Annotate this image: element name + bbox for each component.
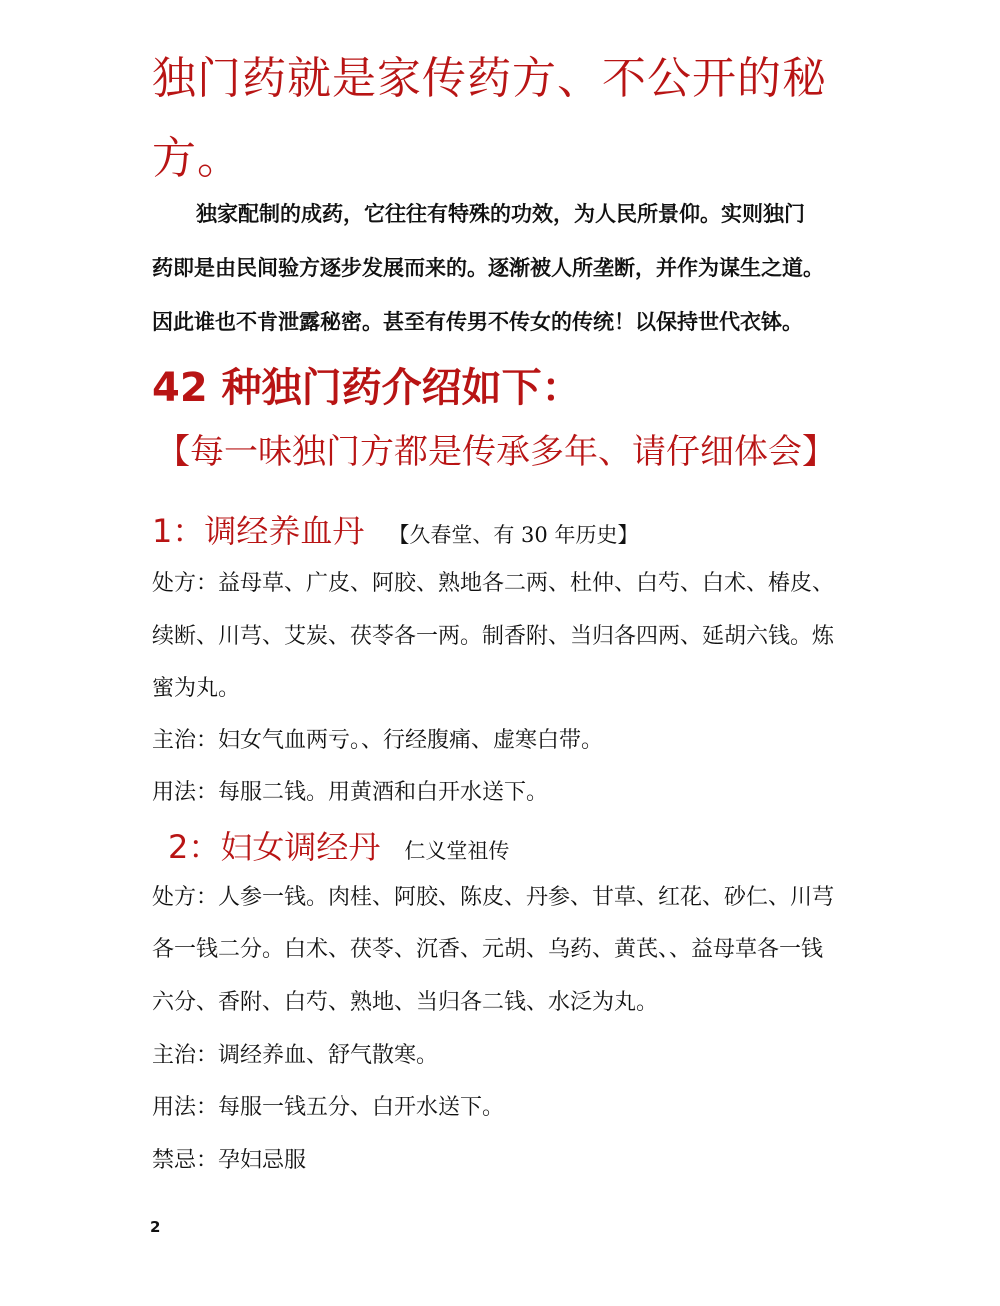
intro-line-1: 独家配制的成药，它往往有特殊的功效，为人民所景仰。实则独门: [196, 202, 805, 226]
remedy-2-line: 主治：调经养血、舒气散寒。: [152, 1043, 439, 1068]
section-subheading: 【每一味独门方都是传承多年、请仔细体会】: [156, 432, 836, 472]
remedy-1-line: 处方：益母草、广皮、阿胶、熟地各二两、杜仲、白芍、白术、椿皮、: [152, 571, 835, 596]
remedy-1-header: [152, 506, 638, 552]
remedy-2-line: 处方：人参一钱。肉桂、阿胶、陈皮、丹参、甘草、红花、砂仁、川芎: [152, 885, 835, 910]
remedy-2-line: 禁忌：孕妇忌服: [152, 1148, 307, 1173]
remedy-1-line: 用法：每服二钱。用黄酒和白开水送下。: [152, 780, 549, 805]
remedy-1-line: 主治：妇女气血两亏。、行经腹痛、虚寒白带。: [152, 728, 604, 753]
section-heading: 42 种独门药介绍如下：: [152, 365, 582, 411]
remedy-2-header: [168, 822, 509, 868]
intro-line-2: 药即是由民间验方逐步发展而来的。逐渐被人所垄断，并作为谋生之道。: [152, 256, 824, 280]
remedy-1-line: 续断、川芎、艾炭、茯苓各一两。制香附、当归各四两、延胡六钱。炼: [152, 624, 835, 649]
remedy-1-source: 【久春堂、有 30 年历史】: [388, 523, 639, 547]
title-line-2: 方。: [152, 133, 242, 184]
remedy-2-line: 六分、香附、白芍、熟地、当归各二钱、水泛为丸。: [152, 990, 659, 1015]
remedy-1-line: 蜜为丸。: [152, 676, 241, 701]
intro-line-3: 因此谁也不肯泄露秘密。甚至有传男不传女的传统！以保持世代衣钵。: [152, 310, 803, 334]
page-number: 2: [150, 1218, 161, 1236]
title-line-1: 独门药就是家传药方、不公开的秘: [152, 53, 827, 104]
remedy-2-heading: 2：妇女调经丹: [168, 828, 381, 866]
remedy-1-heading: 1：调经养血丹: [152, 512, 365, 550]
remedy-2-line: 用法：每服一钱五分、白开水送下。: [152, 1095, 505, 1120]
remedy-2-source: 仁义堂祖传: [404, 839, 510, 863]
remedy-2-line: 各一钱二分。白术、茯苓、沉香、元胡、乌药、黄芪、、益母草各一钱: [152, 937, 824, 962]
